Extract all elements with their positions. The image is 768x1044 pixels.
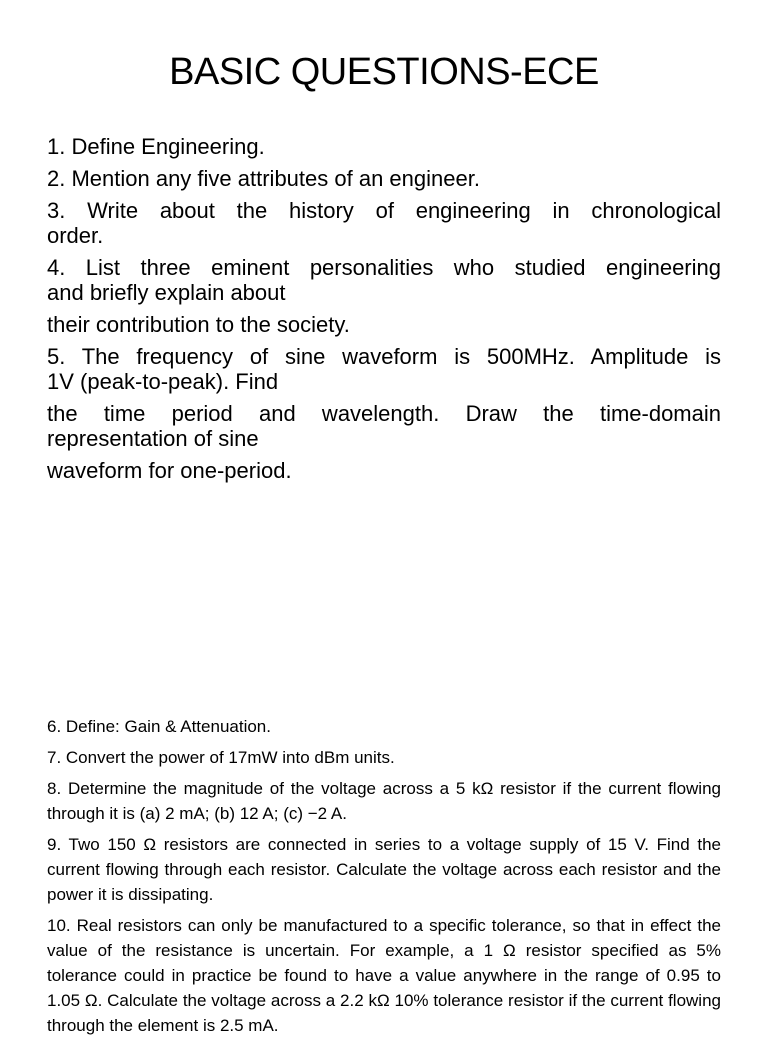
question-line: waveform for one-period. — [47, 458, 292, 483]
question-line: representation of sine — [47, 426, 259, 451]
question-line: and briefly explain about — [47, 280, 286, 305]
question-line: 3. Write about the history of engineering in chronological — [47, 198, 721, 223]
question-item: 6. Define: Gain & Attenuation. — [47, 717, 271, 736]
question-line: the time period and wavelength. Draw the time-domain — [47, 401, 721, 426]
question-list-secondary — [47, 714, 721, 1044]
question-item — [47, 198, 721, 248]
question-text: 1. Define Engineering. — [47, 134, 265, 159]
question-line: 5. The frequency of sine waveform is 500MHz. Amplitude is — [47, 344, 721, 369]
question-item — [47, 134, 721, 159]
question-line: order. — [47, 223, 104, 248]
question-line: 1V (peak-to-peak). Find — [47, 369, 279, 394]
question-list-primary — [47, 134, 721, 490]
question-item: 9. Two 150 Ω resistors are connected in series to a voltage supply of 15 V. Find the current flowing through each resistor. Calculate the voltage across each resistor and the power it is dissipating. — [47, 835, 721, 904]
question-text: 2. Mention any five attributes of an engineer. — [47, 166, 480, 191]
question-item — [47, 401, 721, 451]
page-title: BASIC QUESTIONS-ECE — [169, 51, 599, 93]
question-item: 8. Determine the magnitude of the voltage across a 5 kΩ resistor if the current flowing through it is (a) 2 mA; (b) 12 A; (c) −2 A. — [47, 779, 721, 823]
question-item — [47, 166, 721, 191]
question-line: 4. List three eminent personalities who studied engineering — [47, 255, 721, 280]
question-item: 10. Real resistors can only be manufactured to a specific tolerance, so that in effect the value of the resistance is uncertain. For example, a 1 Ω resistor specified as 5% tolerance could in practice be found to have a value anywhere in the range of 0.95 to 1.05 Ω. Calculate the voltage across a 2.2 kΩ 10% tolerance resistor if the current flowing through the element is 2.5 mA. — [47, 916, 721, 1035]
question-item — [47, 312, 721, 337]
question-item — [47, 344, 721, 394]
question-item — [47, 458, 721, 483]
question-item: 7. Convert the power of 17mW into dBm units. — [47, 748, 395, 767]
question-line: their contribution to the society. — [47, 312, 350, 337]
question-item — [47, 255, 721, 305]
